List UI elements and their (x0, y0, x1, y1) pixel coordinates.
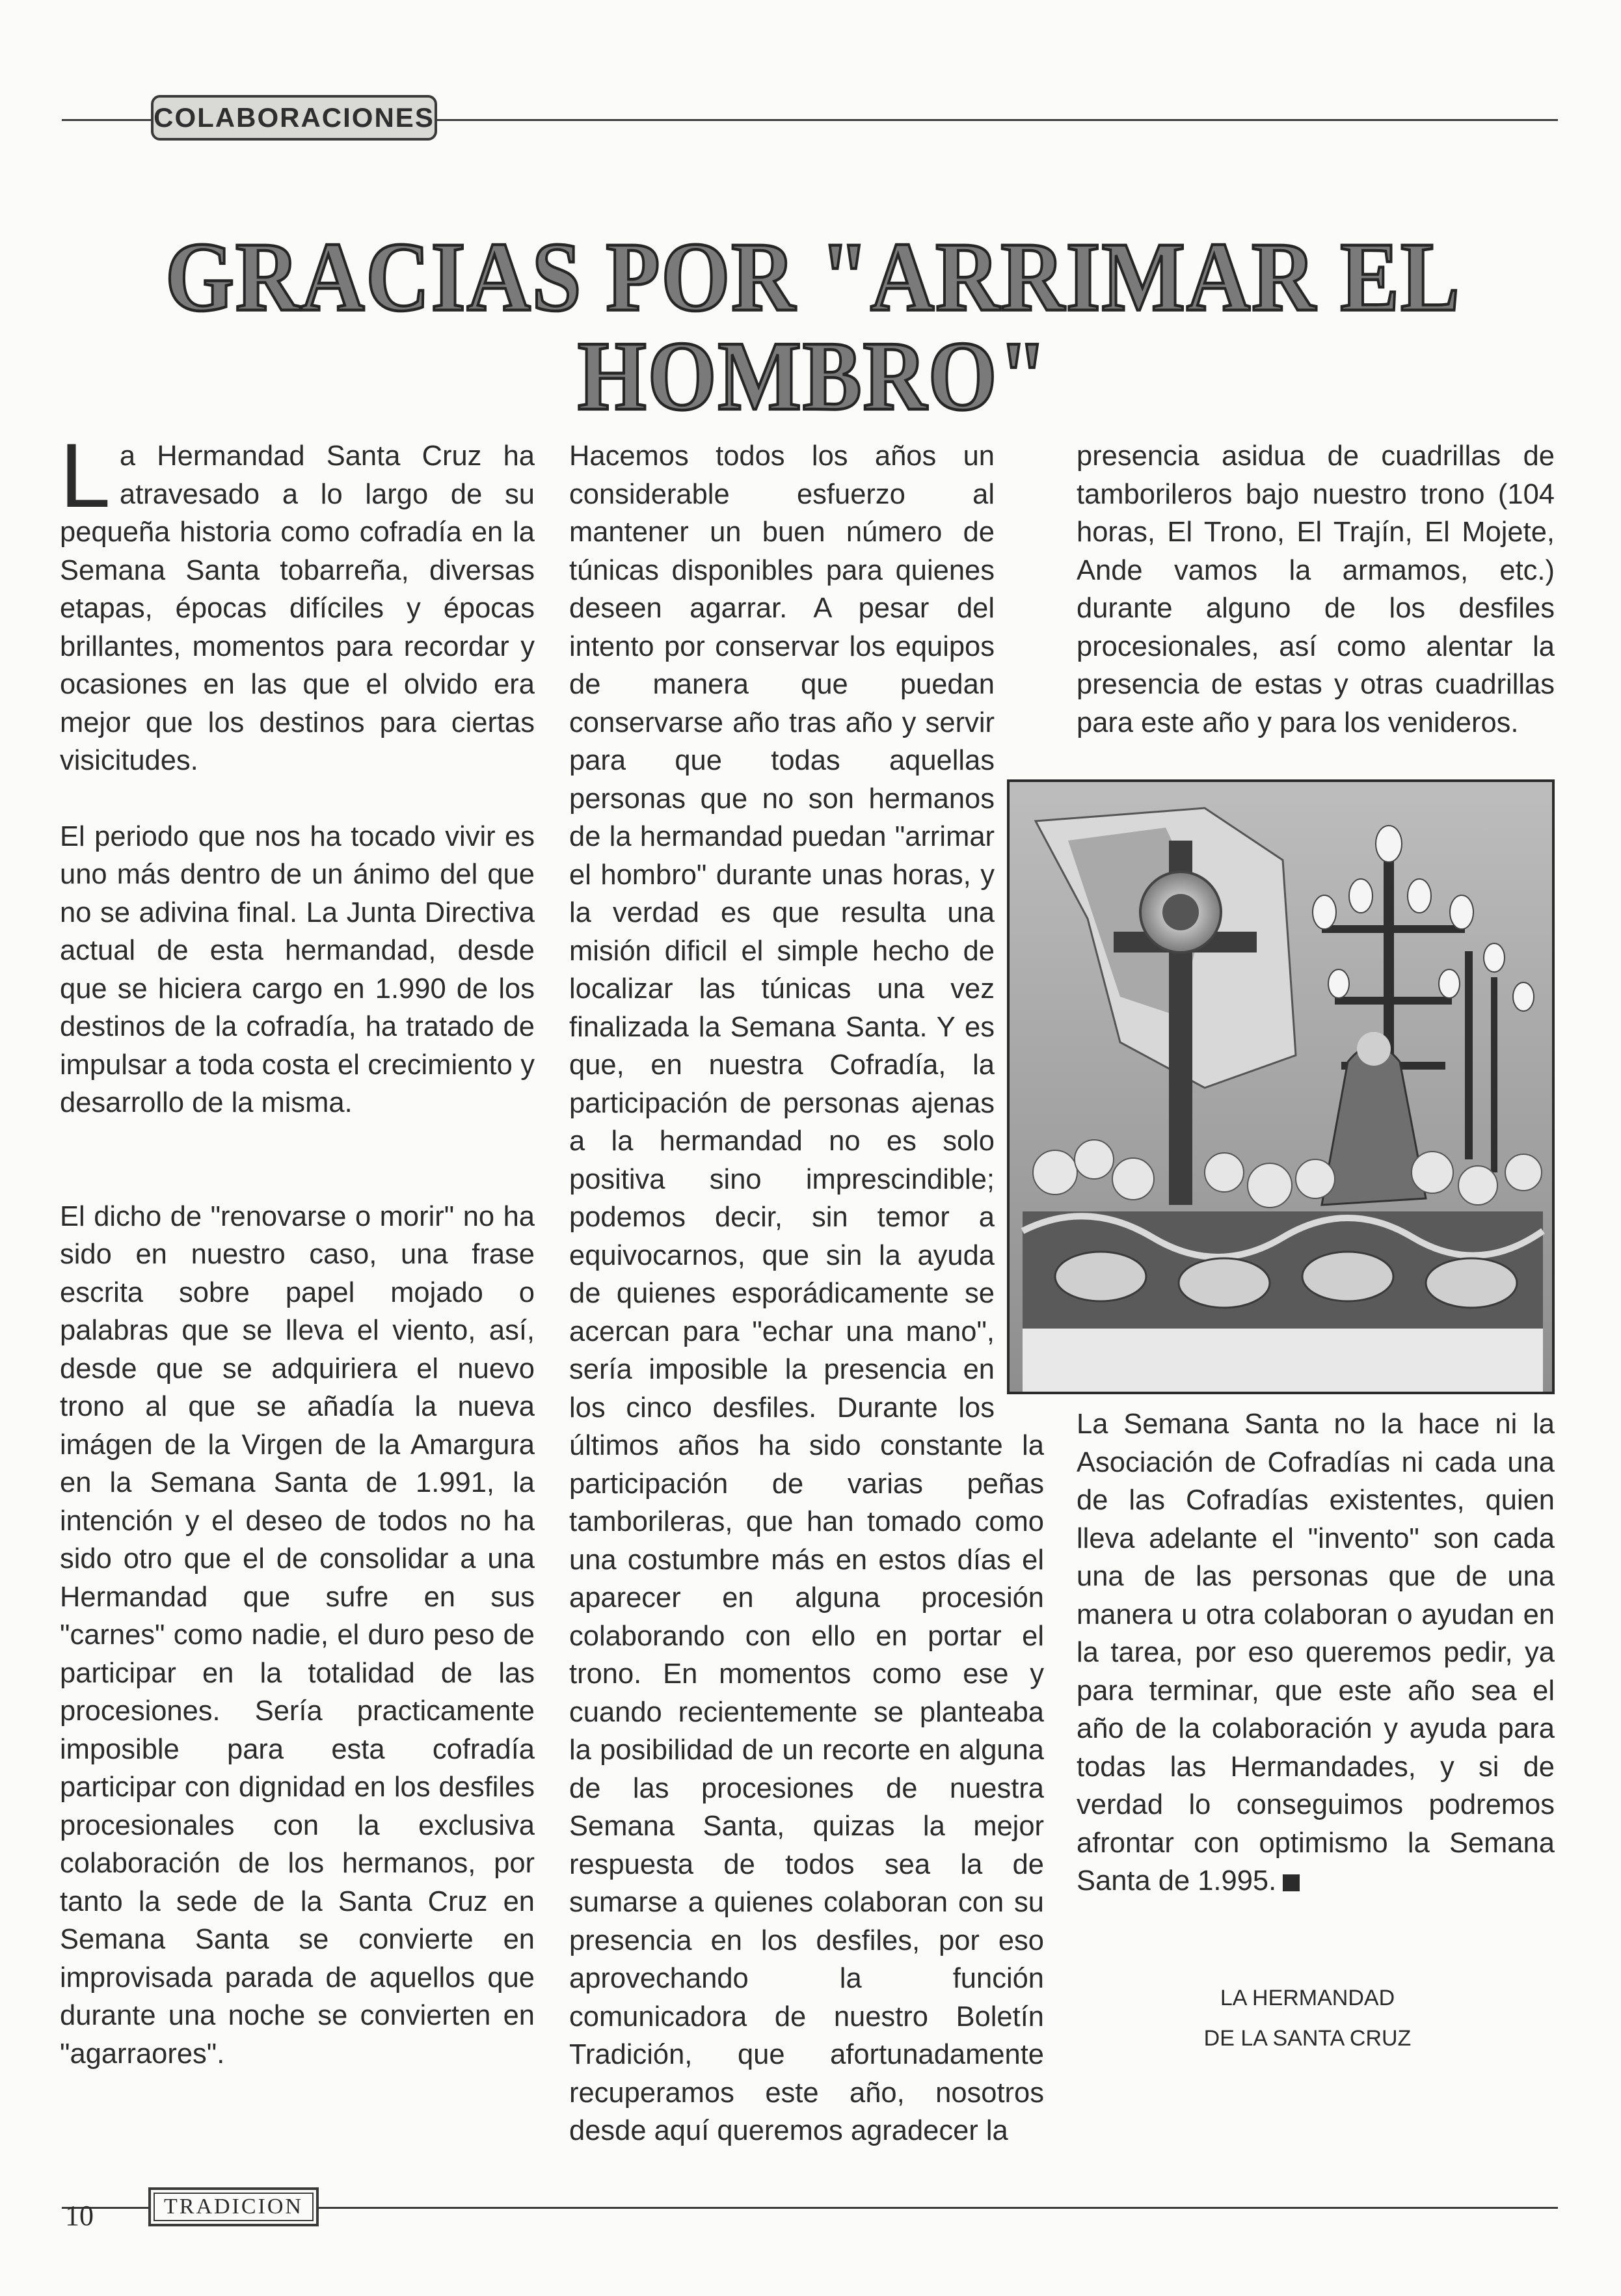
paragraph: Hacemos todos los años un considerable esfuerzo al mantener un buen número de túnicas disponibles para quienes deseen agarrar. A pesar del intento por conservar los equipos de manera que puedan conservarse año tras año y servir para que todas aquellas personas que no son hermanos de la hermandad puedan "arrimar el hombro" durante unas horas, y la verdad es que resulta una misión dificil el simple hecho de localizar las túnicas una vez finalizada la Semana Santa. Y es que, en nuestra Cofradía, la participación de personas ajenas a la hermandad no es solo positiva sino imprescindible; podemos decir, sin temor a equivocarnos, que sin la ayuda de quienes esporádicamente se acercan para "echar una mano", sería imposible la presencia en los cinco desfiles. Durante los últimos años ha sido constante la participación de varias peñas tamborileras, que han tomado como una costumbre más en estos días el aparecer en alguna procesión colaborando con ello en portar el trono. En momentos como ese y cuando recientemente se planteaba la posibilidad de un recorte en alguna de las procesiones de nuestra Semana Santa, quizas la mejor respuesta de todos sea la de sumarse a quienes colaboran con su presencia en los desfiles, por eso aprovechando la función comunicadora de nuestro Boletín Tradición, que afortunadamente recuperamos este año, nosotros desde aquí queremos agradecer la (569, 440, 1044, 2146)
section-label: COLABORACIONES (151, 95, 437, 141)
text-column-1 (60, 424, 535, 2111)
paragraph (1077, 1405, 1555, 1900)
signature-line-1: LA HERMANDAD (1220, 1986, 1395, 2010)
article-signature (1138, 1978, 1477, 2059)
end-of-article-mark (1283, 1874, 1300, 1891)
text-column-2 (569, 437, 1044, 2188)
paragraph: presencia asidua de cuadrillas de tamborileros bajo nuestro trono (104 horas, El Trono, El Trajín, El Mojete, Ande vamos la armamos, etc.) durante alguno de los desfiles procesionales, así como alentar la presencia de estas y otras cuadrillas para este año y para los venideros. (1077, 440, 1555, 738)
article-title: GRACIAS POR "ARRIMAR EL HOMBRO" (165, 223, 1461, 431)
paragraph: El periodo que nos ha tocado vivir es uno más dentro de un ánimo del que no se adivina final. La Junta Directiva actual de esta hermandad, desde que se hiciera cargo en 1.990 de los destinos de la cofradía, ha tratado de impulsar a toda costa el crecimiento y desarrollo de la misma. (60, 820, 535, 1118)
page-number: 10 (65, 2200, 94, 2232)
paragraph (60, 424, 535, 780)
publication-name: TRADICION (148, 2187, 319, 2226)
paragraph: El dicho de "renovarse o morir" no ha sido en nuestro caso, una frase escrita sobre papel mojado o palabras que se lleva el viento, así, desde que se adquiriera el nuevo trono al que se añadía la nueva imágen de la Virgen de la Amargura en la Semana Santa de 1.991, la intención y el deseo de todos no ha sido otro que el de consolidar a una Hermandad que sufre en sus "carnes" como nadie, el duro peso de participar en la totalidad de las procesiones. Sería practicamente imposible para esta cofradía participar con dignidad en los desfiles procesionales con la exclusiva colaboración de los hermanos, por tanto la sede de la Santa Cruz en Semana Santa se convierte en improvisada parada de aquellos que durante una noche se convierten en "agarraores". (60, 1200, 535, 2070)
paragraph-text: La Semana Santa no la hace ni la Asociación de Cofradías ni cada una de las Cofradías existentes, quien lleva adelante el "invento" son cada una de las personas que de una manera u otra colaboran o ayudan en la tarea, por eso queremos pedir, ya para terminar, que este año sea el año de la colaboración y ayuda para todas las Hermandades, y si de verdad lo conseguimos podremos afrontar con optimismo la Semana Santa de 1.995. (1077, 1409, 1555, 1897)
signature-line-2: DE LA SANTA CRUZ (1203, 2026, 1412, 2051)
procession-photo (1007, 779, 1555, 1394)
drop-cap: L (60, 424, 111, 526)
paragraph-text: a Hermandad Santa Cruz ha atravesado a lo largo de su pequeña historia como cofradía en la Semana Santa tobarreña, diversas etapas, épocas difíciles y épocas brillantes, momentos para recordar y ocasiones en las que el olvido era mejor que los destinos para ciertas visicitudes. (60, 440, 535, 776)
